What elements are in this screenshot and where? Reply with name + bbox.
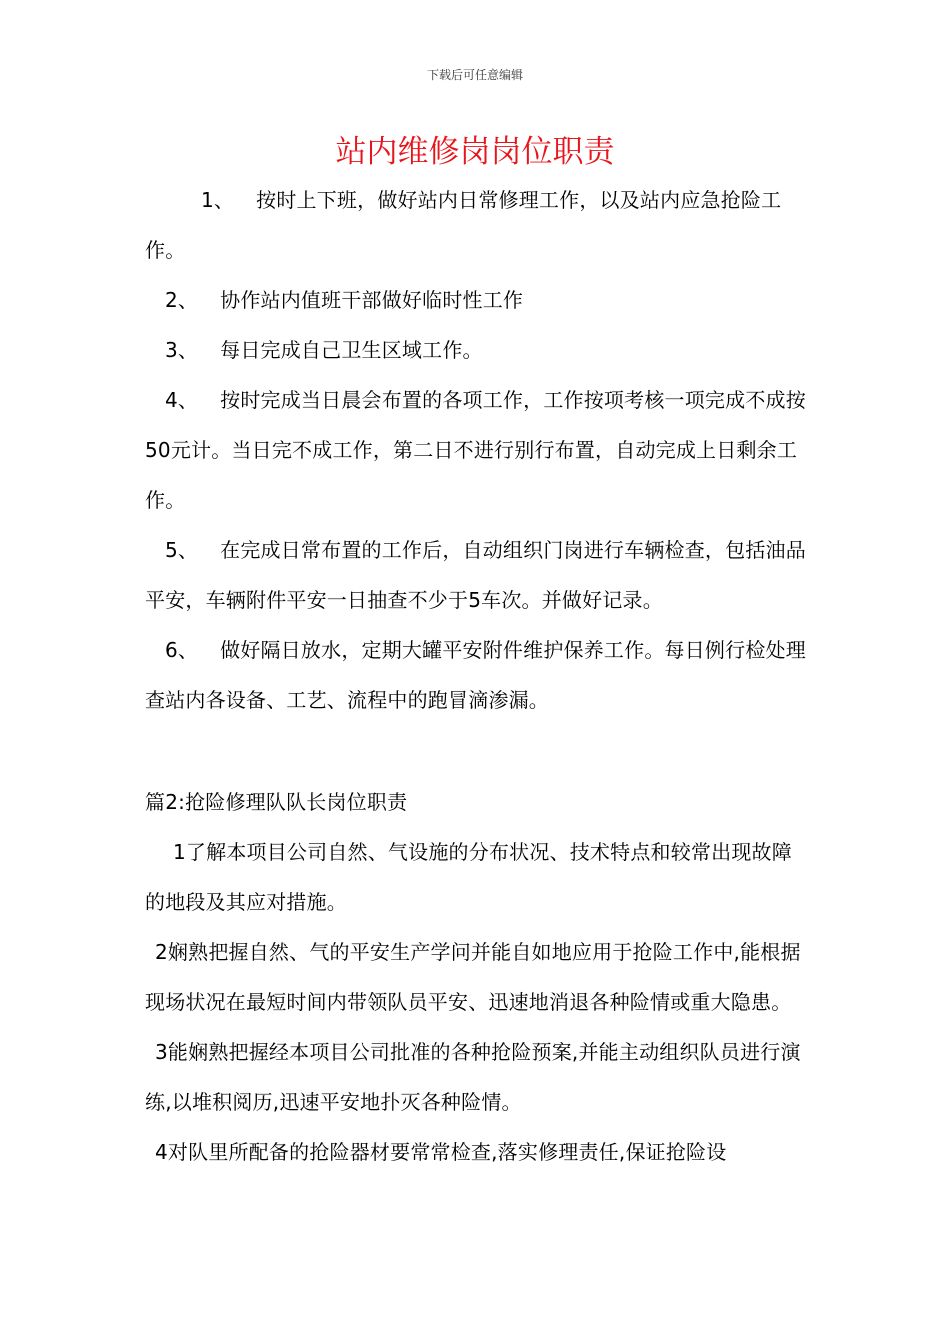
header-note: 下载后可任意编辑 (426, 68, 523, 82)
item-number: 1、 (201, 188, 235, 212)
item-text: 在完成日常布置的工作后，自动组织门岗进行车辆检查，包括油品平安，车辆附件平安一日抽查不少于5车次。并做好记录。 (145, 538, 806, 612)
section-heading: 篇2:抢险修理队队长岗位职责 (145, 790, 408, 814)
duty-item-5 (145, 525, 810, 625)
page-title: 站内维修岗岗位职责 (335, 134, 615, 170)
duty-item-1: 1了解本项目公司自然、气设施的分布状况、技术特点和较常出现故障的地段及其应对措施。 (145, 840, 792, 914)
duties-section (145, 175, 810, 725)
duty-item-2: 2娴熟把握自然、气的平安生产学问并能自如地应用于抢险工作中,能根据现场状况在最短时间内带领队员平安、迅速地消退各种险情或重大隐患。 (145, 940, 801, 1014)
item-number: 3、 (165, 338, 199, 362)
item-number: 2、 (165, 288, 199, 312)
item-text: 按时完成当日晨会布置的各项工作，工作按项考核一项完成不成按50元计。当日完不成工作，第二日不进行别行布置，自动完成上日剩余工作。 (145, 388, 806, 512)
item-number: 6、 (165, 638, 199, 662)
duty-item-4: 4对队里所配备的抢险器材要常常检查,落实修理责任,保证抢险设 (155, 1140, 727, 1164)
item-text: 按时上下班，做好站内日常修理工作，以及站内应急抢险工作。 (145, 188, 782, 262)
duty-item-1 (145, 175, 810, 275)
item-text: 协作站内值班干部做好临时性工作 (220, 288, 524, 312)
duty-item-6 (145, 625, 810, 725)
item-number: 4、 (165, 388, 199, 412)
item-number: 5、 (165, 538, 199, 562)
duty-item-4 (145, 375, 810, 525)
section-two (145, 777, 810, 1177)
duty-item-3 (145, 325, 810, 375)
item-text: 每日完成自己卫生区域工作。 (220, 338, 483, 362)
duty-item-3: 3能娴熟把握经本项目公司批准的各种抢险预案,并能主动组织队员进行演练,以堆积阅历,迅速平安地扑灭各种险情。 (145, 1040, 801, 1114)
duty-item-2 (145, 275, 810, 325)
item-text: 做好隔日放水，定期大罐平安附件维护保养工作。每日例行检处理查站内各设备、工艺、流程中的跑冒滴渗漏。 (145, 638, 806, 712)
